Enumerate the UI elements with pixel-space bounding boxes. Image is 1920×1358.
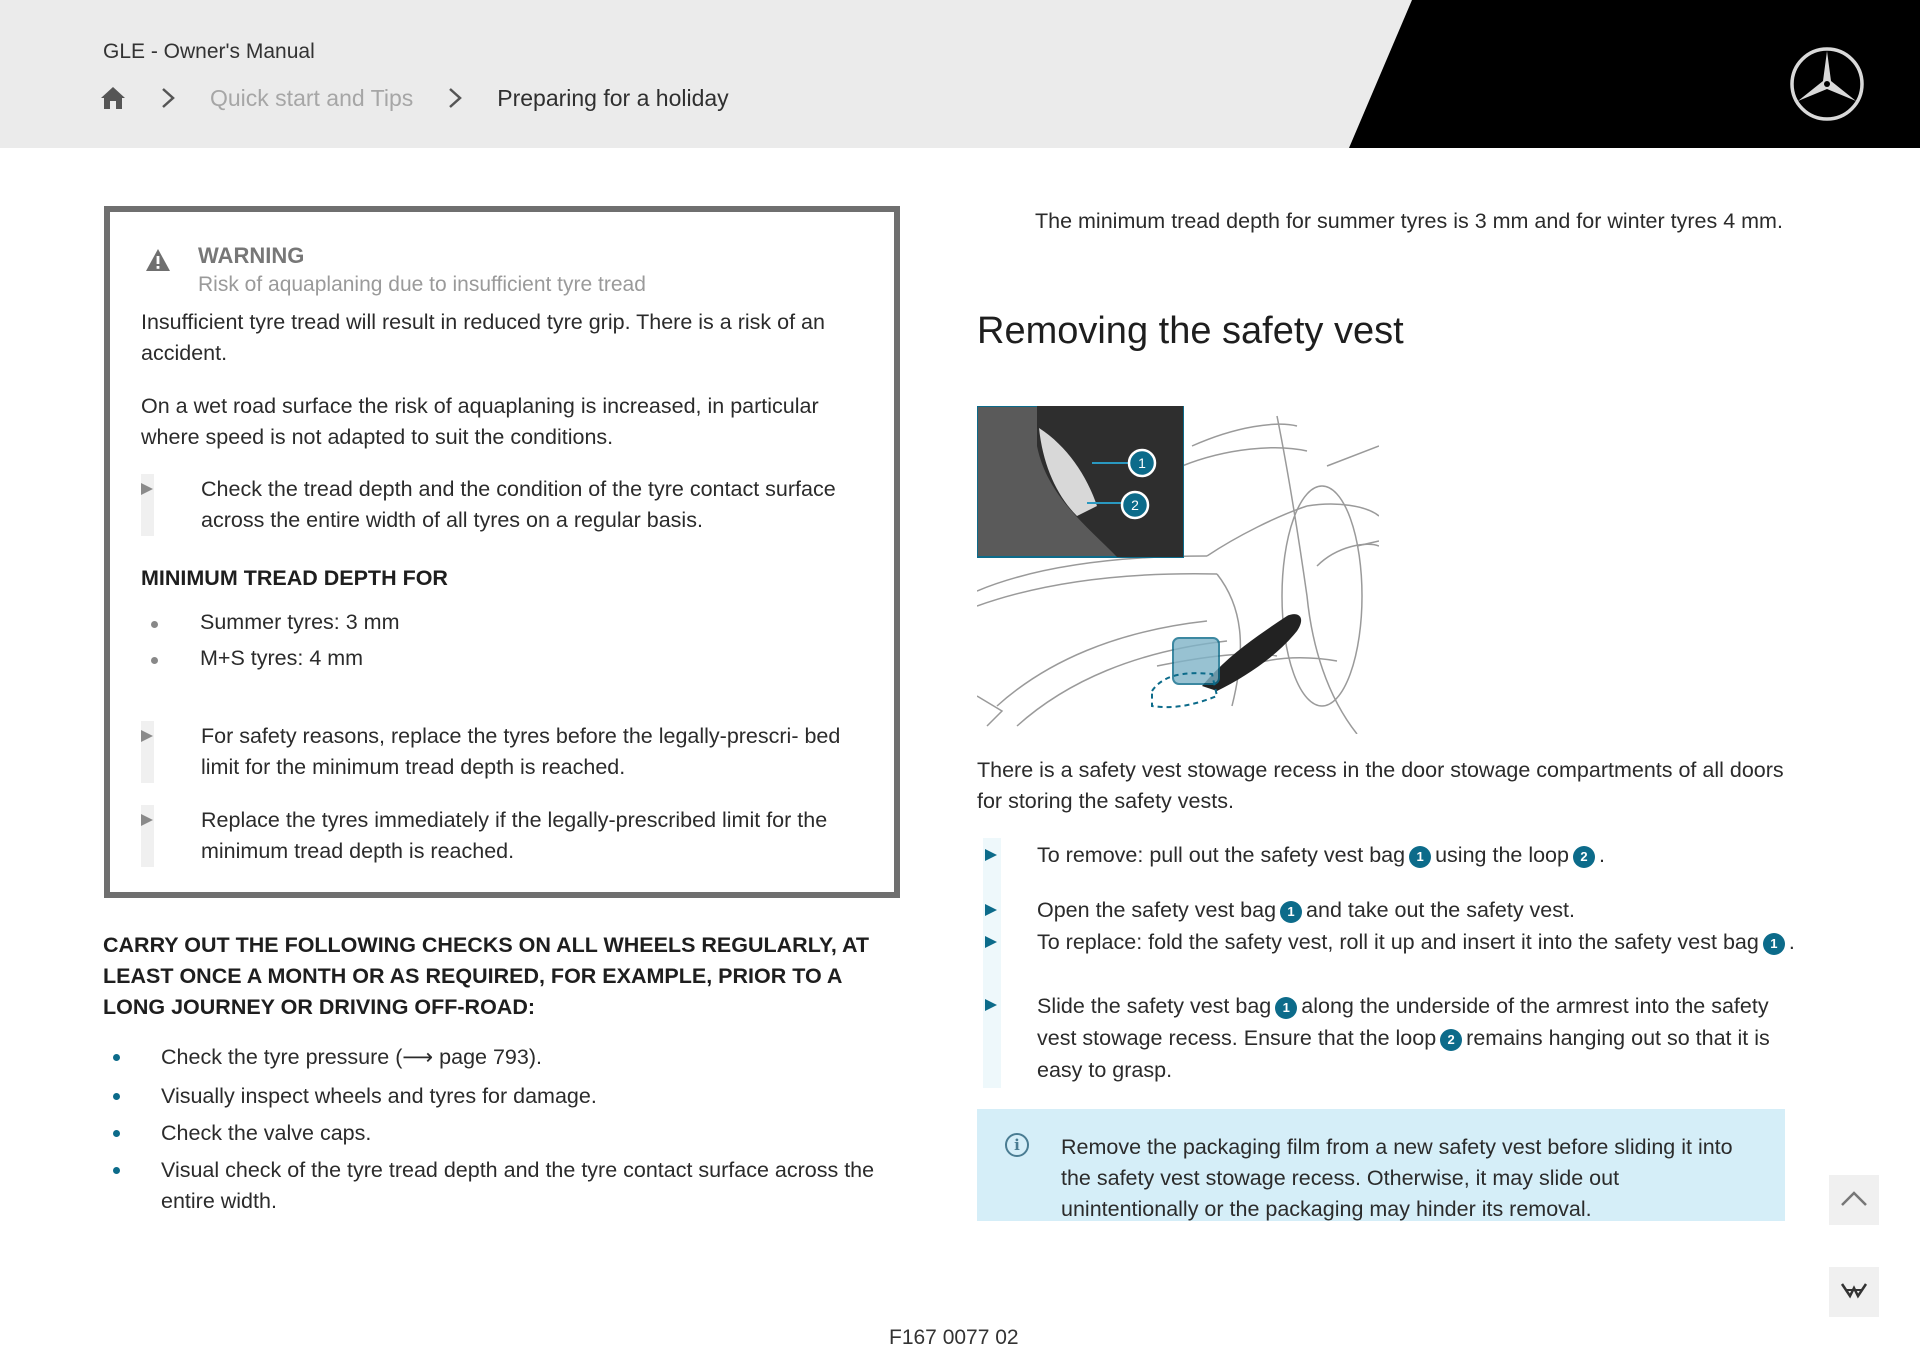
brand-button[interactable] (1829, 1267, 1879, 1317)
page-header (0, 0, 1920, 148)
warning-title: WARNING (198, 243, 305, 268)
warning-paragraph: On a wet road surface the risk of aquaplaning is increased, in particular where speed is not adapted to suit the conditions. (141, 394, 819, 449)
step-text: For safety reasons, replace the tyres before the legally-prescri- bed limit for the minimum tread depth is reached. (201, 724, 841, 779)
arrow-right-icon (985, 849, 997, 861)
info-text: Remove the packaging film from a new safety vest before sliding it into the safety vest stowage recess. Otherwise, it may slide out unintentionally or the packaging may hinder its removal. (1061, 1135, 1733, 1221)
arrow-right-icon (141, 483, 153, 495)
chevron-right-icon (447, 87, 463, 109)
breadcrumb-current: Preparing for a holiday (497, 84, 729, 111)
warning-box (104, 206, 900, 898)
home-icon[interactable] (100, 86, 126, 110)
mercedes-star-icon[interactable] (1788, 45, 1866, 123)
list-item-text: M+S tyres: 4 mm (200, 646, 364, 670)
bullet-icon (113, 1130, 120, 1137)
bullet-icon (113, 1054, 120, 1061)
arrow-right-icon (141, 814, 153, 826)
callout-badge-1: 1 (1409, 846, 1431, 868)
arrow-right-icon (985, 999, 997, 1011)
manual-title: GLE - Owner's Manual (103, 40, 315, 63)
chevron-right-icon (160, 87, 176, 109)
breadcrumb (100, 82, 729, 114)
checks-heading: CARRY OUT THE FOLLOWING CHECKS ON ALL WHEELS REGULARLY, AT LEAST ONCE A MONTH OR AS REQUIRED, FOR EXAMPLE, PRIOR TO A LONG JOURNEY OR DRIVING OFF-ROAD: (103, 933, 870, 1019)
arrow-right-icon (985, 904, 997, 916)
arrow-right-icon (141, 730, 153, 742)
warning-triangle-icon (145, 248, 171, 272)
safety-vest-description: There is a safety vest stowage recess in the door stowage compartments of all doors for storing the safety vests. (977, 758, 1784, 813)
bullet-icon (151, 621, 158, 628)
list-item-text: Summer tyres: 3 mm (200, 610, 400, 634)
callout-badge-2: 2 (1573, 846, 1595, 868)
warning-paragraph: Insufficient tyre tread will result in reduced tyre grip. There is a risk of an accident. (141, 310, 825, 365)
min-tread-heading: MINIMUM TREAD DEPTH FOR (141, 566, 448, 590)
callout-badge-1: 1 (1275, 997, 1297, 1019)
step-text: Slide the safety vest bag 1 along the underside of the armrest into the safety vest stowage recess. Ensure that the loop 2 remains hanging out so that it is easy to grasp. (1037, 994, 1770, 1082)
info-box (977, 1109, 1785, 1221)
arrow-right-icon (985, 936, 997, 948)
step-bar (983, 838, 1001, 1088)
list-item-text[interactable]: Check the tyre pressure (⟶ page 793). (161, 1045, 542, 1069)
scroll-to-top-button[interactable] (1829, 1175, 1879, 1225)
tread-depth-note: The minimum tread depth for summer tyres is 3 mm and for winter tyres 4 mm. (1035, 209, 1783, 233)
figure-code: F167 0077 02 (889, 1326, 1019, 1349)
breadcrumb-link-quick-start[interactable]: Quick start and Tips (210, 84, 414, 111)
step-text: Check the tread depth and the condition of the tyre contact surface across the entire width of all tyres on a regular basis. (201, 477, 836, 532)
chevron-up-icon (1839, 1188, 1869, 1213)
info-icon: i (1005, 1133, 1029, 1157)
step-text: Open the safety vest bag 1 and take out the safety vest. (1037, 898, 1575, 922)
brand-icon (1840, 1280, 1868, 1305)
step-text: To remove: pull out the safety vest bag 1 using the loop 2 . (1037, 843, 1605, 867)
callout-1: 1 (1138, 455, 1146, 471)
bullet-icon (113, 1093, 120, 1100)
list-item-text: Check the valve caps. (161, 1121, 372, 1145)
callout-badge-1: 1 (1280, 901, 1302, 923)
list-item-text: Visual check of the tyre tread depth and the tyre contact surface across the entire width. (161, 1158, 875, 1213)
list-item-text: Visually inspect wheels and tyres for damage. (161, 1084, 597, 1108)
callout-badge-1: 1 (1763, 933, 1785, 955)
bullet-icon (113, 1167, 120, 1174)
callout-2: 2 (1131, 497, 1139, 513)
callout-badge-2: 2 (1440, 1029, 1462, 1051)
section-title: Removing the safety vest (977, 310, 1404, 352)
step-text: Replace the tyres immediately if the legally-prescribed limit for the minimum tread depth is reached. (201, 808, 828, 863)
step-text: To replace: fold the safety vest, roll it up and insert it into the safety vest bag 1 . (1037, 930, 1795, 954)
bullet-icon (151, 657, 158, 664)
warning-subtitle: Risk of aquaplaning due to insufficient tyre tread (198, 273, 646, 296)
safety-vest-illustration (977, 406, 1379, 734)
